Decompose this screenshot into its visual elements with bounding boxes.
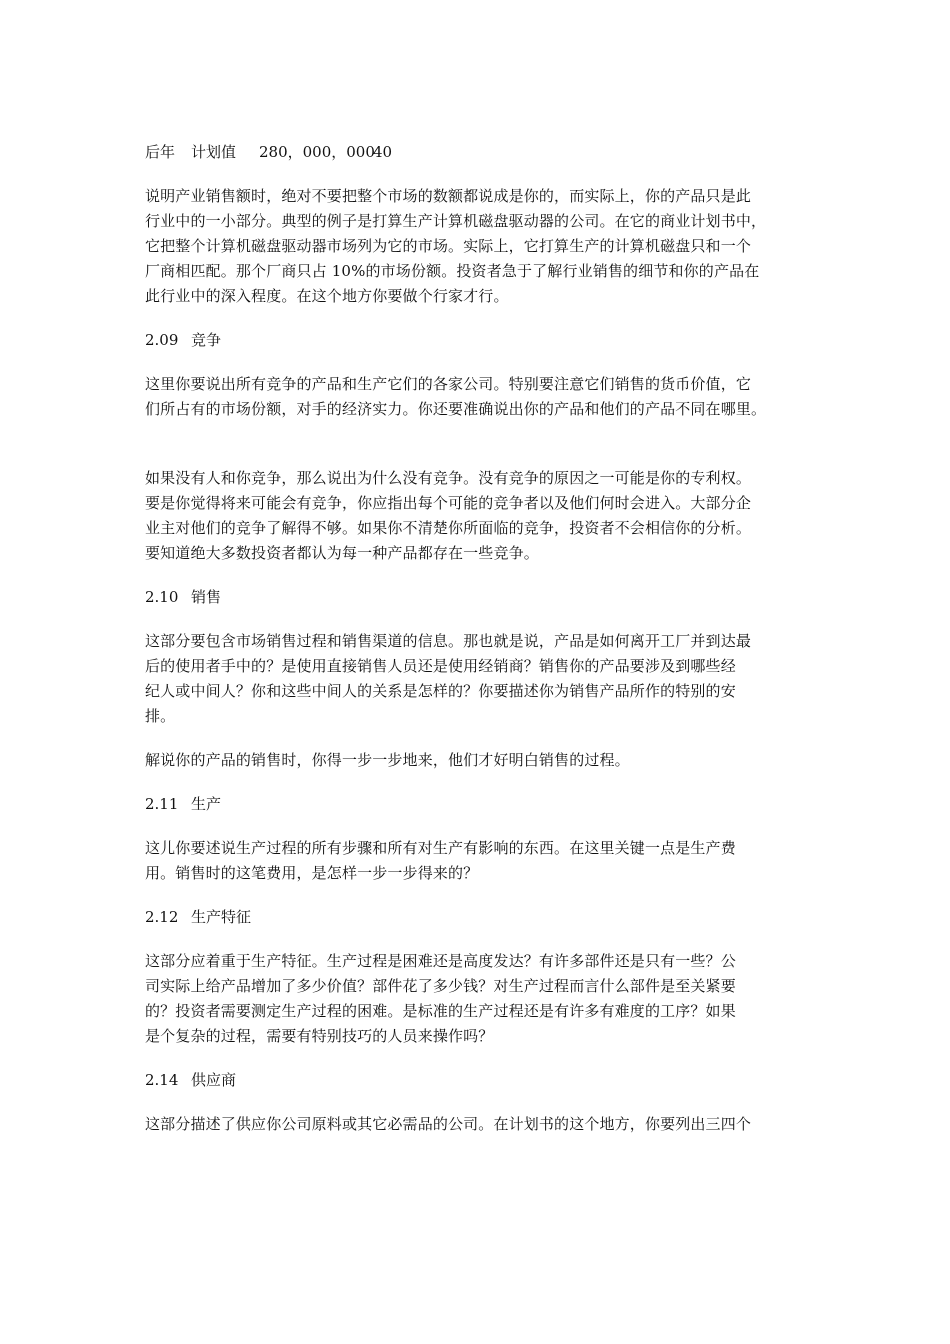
text-line: 要是你觉得将来可能会有竞争，你应指出每个可能的竞争者以及他们何时会进入。大部分企 — [145, 494, 752, 512]
section-heading-competition — [145, 328, 825, 353]
section-title: 供应商 — [191, 1071, 237, 1089]
text-line: 厂商相匹配。那个厂商只占 10%的市场份额。投资者急于了解行业销售的细节和你的产品在 — [145, 262, 760, 280]
section-heading-sales — [145, 585, 825, 610]
text-line: 司实际上给产品增加了多少价值？部件花了多少钱？对生产过程而言什么部件是至关紧要 — [145, 977, 736, 995]
section-title: 生产特征 — [191, 908, 252, 926]
paragraph-production — [145, 836, 825, 886]
text-line: 这部分描述了供应你公司原料或其它必需品的公司。在计划书的这个地方，你要列出三四个 — [145, 1115, 752, 1133]
plan-year: 后年 — [145, 143, 176, 161]
plan-value-row — [145, 140, 825, 165]
paragraph-production-features — [145, 949, 825, 1049]
section-heading-production — [145, 792, 825, 817]
text-line: 这部分要包含市场销售过程和销售渠道的信息。那也就是说，产品是如何离开工厂并到达最 — [145, 632, 752, 650]
text-line: 它把整个计算机磁盘驱动器市场列为它的市场。实际上，它打算生产的计算机磁盘只和一个 — [145, 237, 752, 255]
text-line: 纪人或中间人？你和这些中间人的关系是怎样的？你要描述你为销售产品所作的特别的安 — [145, 682, 736, 700]
text-line: 解说你的产品的销售时，你得一步一步地来，他们才好明白销售的过程。 — [145, 751, 630, 769]
text-line: 要知道绝大多数投资者都认为每一种产品都存在一些竞争。 — [145, 544, 539, 562]
text-line: 是个复杂的过程，需要有特别技巧的人员来操作吗？ — [145, 1027, 494, 1045]
text-line: 们所占有的市场份额，对手的经济实力。你还要准确说出你的产品和他们的产品不同在哪里。 — [145, 400, 767, 418]
document-page — [145, 140, 825, 1156]
plan-value: 40 — [373, 143, 393, 161]
plan-label: 计划值 — [191, 143, 237, 161]
text-line: 此行业中的深入程度。在这个地方你要做个行家才行。 — [145, 287, 509, 305]
section-number: 2.11 — [145, 795, 179, 813]
section-title: 生产 — [191, 795, 222, 813]
paragraph-competition-2 — [145, 466, 825, 566]
section-number: 2.12 — [145, 908, 179, 926]
section-number: 2.14 — [145, 1071, 179, 1089]
paragraph-suppliers — [145, 1112, 825, 1137]
paragraph-sales-2 — [145, 748, 825, 773]
section-number: 2.10 — [145, 588, 179, 606]
text-line: 如果没有人和你竞争，那么说出为什么没有竞争。没有竞争的原因之一可能是你的专利权。 — [145, 469, 752, 487]
text-line: 用。销售时的这笔费用，是怎样一步一步得来的？ — [145, 864, 479, 882]
plan-amount: 280，000，000 — [259, 143, 375, 161]
text-line: 后的使用者手中的？是使用直接销售人员还是使用经销商？销售你的产品要涉及到哪些经 — [145, 657, 736, 675]
section-heading-production-features — [145, 905, 825, 930]
paragraph-sales-1 — [145, 629, 825, 729]
text-line: 这部分应着重于生产特征。生产过程是困难还是高度发达？有许多部件还是只有一些？公 — [145, 952, 736, 970]
text-line: 业主对他们的竞争了解得不够。如果你不清楚你所面临的竞争，投资者不会相信你的分析。 — [145, 519, 752, 537]
text-line: 排。 — [145, 707, 176, 725]
paragraph-competition-1 — [145, 372, 825, 422]
text-line: 行业中的一小部分。典型的例子是打算生产计算机磁盘驱动器的公司。在它的商业计划书中， — [145, 212, 767, 230]
text-line: 这里你要说出所有竞争的产品和生产它们的各家公司。特别要注意它们销售的货币价值，它 — [145, 375, 752, 393]
text-line: 的？投资者需要测定生产过程的困难。是标准的生产过程还是有许多有难度的工序？如果 — [145, 1002, 736, 1020]
text-line: 这儿你要述说生产过程的所有步骤和所有对生产有影响的东西。在这里关键一点是生产费 — [145, 839, 736, 857]
section-title: 竞争 — [191, 331, 222, 349]
paragraph-industry-sales — [145, 184, 825, 309]
section-heading-suppliers — [145, 1068, 825, 1093]
text-line: 说明产业销售额时，绝对不要把整个市场的数额都说成是你的，而实际上，你的产品只是此 — [145, 187, 752, 205]
section-number: 2.09 — [145, 331, 179, 349]
section-title: 销售 — [191, 588, 222, 606]
